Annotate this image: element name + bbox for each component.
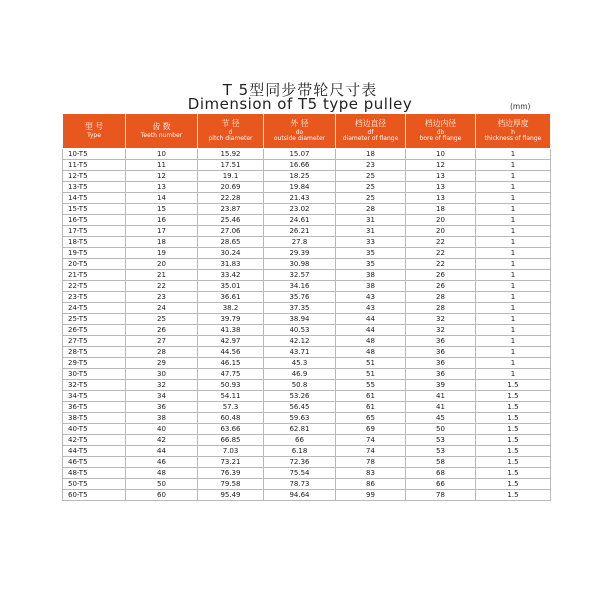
table-cell: 1 <box>476 281 551 292</box>
table-cell: 94.64 <box>264 490 336 501</box>
table-cell: 36 <box>126 402 198 413</box>
table-cell: 23.87 <box>198 204 264 215</box>
table-cell: 21.43 <box>264 193 336 204</box>
column-header-english: pitch diameter <box>208 135 253 143</box>
table-cell: 10 <box>126 149 198 160</box>
table-cell: 1.5 <box>476 402 551 413</box>
table-cell: 13 <box>406 182 476 193</box>
table-cell: 58 <box>406 457 476 468</box>
column-header-symbol: d <box>228 128 233 136</box>
table-row <box>63 149 551 160</box>
table-cell: 30-T5 <box>63 369 126 380</box>
table-cell: 99 <box>336 490 406 501</box>
table-cell: 1 <box>476 237 551 248</box>
table-cell: 36 <box>406 336 476 347</box>
table-cell: 68 <box>406 468 476 479</box>
table-cell: 35 <box>336 248 406 259</box>
table-cell: 14-T5 <box>63 193 126 204</box>
table-row <box>63 336 551 347</box>
table-row <box>63 380 551 391</box>
table-cell: 13-T5 <box>63 182 126 193</box>
table-cell: 65 <box>336 413 406 424</box>
table-cell: 60-T5 <box>63 490 126 501</box>
table-cell: 34-T5 <box>63 391 126 402</box>
table-cell: 1.5 <box>476 468 551 479</box>
table-cell: 1.5 <box>476 457 551 468</box>
table-cell: 27.8 <box>264 237 336 248</box>
table-cell: 22-T5 <box>63 281 126 292</box>
table-cell: 46-T5 <box>63 457 126 468</box>
table-cell: 27 <box>126 336 198 347</box>
column-header-chinese: 齿 数 <box>152 121 171 131</box>
table-cell: 26 <box>406 281 476 292</box>
table-cell: 31 <box>336 215 406 226</box>
table-cell: 18 <box>126 237 198 248</box>
table-cell: 20 <box>126 259 198 270</box>
table-cell: 1.5 <box>476 479 551 490</box>
table-cell: 51 <box>336 358 406 369</box>
table-cell: 1.5 <box>476 413 551 424</box>
table-cell: 40.53 <box>264 325 336 336</box>
table-cell: 23.02 <box>264 204 336 215</box>
table-cell: 38.94 <box>264 314 336 325</box>
table-cell: 28 <box>126 347 198 358</box>
table-row <box>63 270 551 281</box>
table-cell: 1 <box>476 149 551 160</box>
table-cell: 75.54 <box>264 468 336 479</box>
table-cell: 69 <box>336 424 406 435</box>
table-row <box>63 281 551 292</box>
table-cell: 25 <box>336 182 406 193</box>
table-cell: 15 <box>126 204 198 215</box>
table-cell: 1.5 <box>476 446 551 457</box>
table-cell: 36 <box>406 369 476 380</box>
table-cell: 50.8 <box>264 380 336 391</box>
table-cell: 10-T5 <box>63 149 126 160</box>
table-cell: 29 <box>126 358 198 369</box>
table-cell: 17.51 <box>198 160 264 171</box>
table-cell: 1 <box>476 369 551 380</box>
table-cell: 22 <box>406 248 476 259</box>
table-cell: 63.66 <box>198 424 264 435</box>
table-cell: 1.5 <box>476 391 551 402</box>
table-cell: 1 <box>476 259 551 270</box>
table-cell: 57.3 <box>198 402 264 413</box>
column-header-chinese: 档边厚度 <box>497 118 529 128</box>
table-cell: 16.66 <box>264 160 336 171</box>
table-cell: 50 <box>406 424 476 435</box>
table-cell: 20 <box>406 226 476 237</box>
table-cell: 36-T5 <box>63 402 126 413</box>
table-cell: 20.69 <box>198 182 264 193</box>
table-cell: 44 <box>336 314 406 325</box>
table-cell: 83 <box>336 468 406 479</box>
column-header-chinese: 外 径 <box>290 118 309 128</box>
table-cell: 20-T5 <box>63 259 126 270</box>
table-cell: 95.49 <box>198 490 264 501</box>
table-cell: 17-T5 <box>63 226 126 237</box>
table-cell: 41 <box>406 391 476 402</box>
table-cell: 48-T5 <box>63 468 126 479</box>
table-cell: 22 <box>126 281 198 292</box>
column-header-english: outside diameter <box>273 135 326 143</box>
title-chinese: T 5型同步带轮尺寸表 <box>222 81 378 99</box>
table-cell: 45 <box>406 413 476 424</box>
column-header-symbol: db <box>436 128 445 136</box>
table-cell: 41 <box>406 402 476 413</box>
table-cell: 28.65 <box>198 237 264 248</box>
table-cell: 44.56 <box>198 347 264 358</box>
table-cell: 18.25 <box>264 171 336 182</box>
header-row <box>63 114 551 149</box>
table-cell: 1 <box>476 325 551 336</box>
table-cell: 25 <box>336 171 406 182</box>
table-cell: 40 <box>126 424 198 435</box>
column-header <box>264 114 336 149</box>
table-cell: 60 <box>126 490 198 501</box>
table-row <box>63 402 551 413</box>
table-cell: 23 <box>126 292 198 303</box>
table-cell: 1 <box>476 303 551 314</box>
table-cell: 18-T5 <box>63 237 126 248</box>
table-cell: 74 <box>336 446 406 457</box>
table-cell: 50 <box>126 479 198 490</box>
column-header-english: Teeth number <box>140 131 183 139</box>
table-cell: 28 <box>336 204 406 215</box>
table-cell: 74 <box>336 435 406 446</box>
table-body <box>63 149 551 501</box>
column-header-english: Type <box>87 131 101 139</box>
table-row <box>63 347 551 358</box>
table-cell: 1 <box>476 336 551 347</box>
table-header <box>63 114 551 149</box>
column-header-chinese: 型 号 <box>84 121 104 131</box>
column-header <box>63 114 126 149</box>
table-cell: 32-T5 <box>63 380 126 391</box>
column-header-symbol: df <box>367 128 374 136</box>
table-cell: 38-T5 <box>63 413 126 424</box>
title-english: Dimension of T5 type pulley <box>187 95 413 113</box>
table-row <box>63 226 551 237</box>
table-cell: 62.81 <box>264 424 336 435</box>
table-cell: 54.11 <box>198 391 264 402</box>
table-cell: 86 <box>336 479 406 490</box>
table-cell: 18 <box>406 204 476 215</box>
column-header-symbol: h <box>511 128 515 136</box>
table-cell: 1 <box>476 160 551 171</box>
table-row <box>63 468 551 479</box>
table-cell: 6.18 <box>264 446 336 457</box>
table-cell: 34.16 <box>264 281 336 292</box>
table-row <box>63 479 551 490</box>
table-cell: 11-T5 <box>63 160 126 171</box>
table-cell: 42.97 <box>198 336 264 347</box>
table-cell: 19.1 <box>198 171 264 182</box>
table-row <box>63 237 551 248</box>
table-cell: 1 <box>476 314 551 325</box>
table-cell: 60.48 <box>198 413 264 424</box>
table-row <box>63 446 551 457</box>
table-cell: 30.24 <box>198 248 264 259</box>
table-cell: 29-T5 <box>63 358 126 369</box>
table-cell: 38 <box>126 413 198 424</box>
table-row <box>63 182 551 193</box>
table-cell: 43 <box>336 292 406 303</box>
table-cell: 15.07 <box>264 149 336 160</box>
table-cell: 48 <box>336 336 406 347</box>
table-cell: 38.2 <box>198 303 264 314</box>
table-row <box>63 358 551 369</box>
table-cell: 48 <box>126 468 198 479</box>
dimension-table <box>62 113 551 501</box>
table-cell: 37.35 <box>264 303 336 314</box>
table-cell: 18 <box>336 149 406 160</box>
table-cell: 7.03 <box>198 446 264 457</box>
table-row <box>63 391 551 402</box>
table-cell: 19-T5 <box>63 248 126 259</box>
table-cell: 19.84 <box>264 182 336 193</box>
table-cell: 1.5 <box>476 490 551 501</box>
table-cell: 78 <box>336 457 406 468</box>
table-cell: 23-T5 <box>63 292 126 303</box>
table-cell: 32 <box>406 314 476 325</box>
table-row <box>63 292 551 303</box>
table-cell: 15.92 <box>198 149 264 160</box>
table-cell: 12 <box>406 160 476 171</box>
table-cell: 76.39 <box>198 468 264 479</box>
table-cell: 15-T5 <box>63 204 126 215</box>
table-cell: 22 <box>406 259 476 270</box>
table-cell: 78.73 <box>264 479 336 490</box>
table-row <box>63 490 551 501</box>
table-row <box>63 204 551 215</box>
table-cell: 21-T5 <box>63 270 126 281</box>
table-cell: 35 <box>336 259 406 270</box>
table-row <box>63 303 551 314</box>
table-cell: 28 <box>406 303 476 314</box>
column-header-symbol: do <box>295 128 304 136</box>
table-cell: 22.28 <box>198 193 264 204</box>
table-cell: 56.45 <box>264 402 336 413</box>
table-cell: 40-T5 <box>63 424 126 435</box>
column-header-english: thickness of flange <box>484 135 542 143</box>
table-cell: 35.76 <box>264 292 336 303</box>
table-cell: 16 <box>126 215 198 226</box>
table-cell: 19 <box>126 248 198 259</box>
table-cell: 72.36 <box>264 457 336 468</box>
table-cell: 53 <box>406 435 476 446</box>
table-cell: 36 <box>406 358 476 369</box>
table-cell: 26 <box>126 325 198 336</box>
table-row <box>63 171 551 182</box>
table-cell: 53.26 <box>264 391 336 402</box>
table-cell: 55 <box>336 380 406 391</box>
table-cell: 27-T5 <box>63 336 126 347</box>
table-cell: 32 <box>126 380 198 391</box>
table-cell: 26.21 <box>264 226 336 237</box>
table-cell: 51 <box>336 369 406 380</box>
table-cell: 46.15 <box>198 358 264 369</box>
table-row <box>63 424 551 435</box>
table-row <box>63 435 551 446</box>
table-cell: 21 <box>126 270 198 281</box>
column-header <box>198 114 264 149</box>
table-cell: 31 <box>336 226 406 237</box>
table-cell: 33.42 <box>198 270 264 281</box>
table-cell: 34 <box>126 391 198 402</box>
table-cell: 23 <box>336 160 406 171</box>
table-cell: 27.06 <box>198 226 264 237</box>
column-header-chinese: 节 径 <box>221 118 240 128</box>
table-cell: 1.5 <box>476 424 551 435</box>
table-cell: 30 <box>126 369 198 380</box>
table-cell: 35.01 <box>198 281 264 292</box>
table-cell: 66 <box>264 435 336 446</box>
table-cell: 66 <box>406 479 476 490</box>
table-cell: 32.57 <box>264 270 336 281</box>
table-cell: 1 <box>476 171 551 182</box>
table-cell: 53 <box>406 446 476 457</box>
table-cell: 47.75 <box>198 369 264 380</box>
table-cell: 39 <box>406 380 476 391</box>
table-cell: 31.83 <box>198 259 264 270</box>
table-cell: 16-T5 <box>63 215 126 226</box>
table-cell: 25 <box>336 193 406 204</box>
table-row <box>63 215 551 226</box>
table-cell: 1 <box>476 226 551 237</box>
table-cell: 1.5 <box>476 435 551 446</box>
table-row <box>63 457 551 468</box>
table-cell: 25-T5 <box>63 314 126 325</box>
table-cell: 50.93 <box>198 380 264 391</box>
table-cell: 1.5 <box>476 380 551 391</box>
table-cell: 22 <box>406 237 476 248</box>
table-cell: 50-T5 <box>63 479 126 490</box>
table-cell: 13 <box>406 193 476 204</box>
table-cell: 26-T5 <box>63 325 126 336</box>
table-cell: 61 <box>336 391 406 402</box>
table-cell: 13 <box>126 182 198 193</box>
table-cell: 24-T5 <box>63 303 126 314</box>
column-header-english: diameter of flange <box>342 135 399 143</box>
table-cell: 36.61 <box>198 292 264 303</box>
table-row <box>63 369 551 380</box>
table-cell: 61 <box>336 402 406 413</box>
table-cell: 44 <box>336 325 406 336</box>
table-cell: 14 <box>126 193 198 204</box>
table-cell: 20 <box>406 215 476 226</box>
table-row <box>63 160 551 171</box>
table-cell: 26 <box>406 270 476 281</box>
table-cell: 44-T5 <box>63 446 126 457</box>
table-cell: 38 <box>336 270 406 281</box>
table-cell: 24.61 <box>264 215 336 226</box>
table-cell: 1 <box>476 193 551 204</box>
table-cell: 78 <box>406 490 476 501</box>
table-cell: 43.71 <box>264 347 336 358</box>
table-cell: 45.3 <box>264 358 336 369</box>
table-cell: 24 <box>126 303 198 314</box>
table-cell: 1 <box>476 270 551 281</box>
table-row <box>63 259 551 270</box>
column-header <box>336 114 406 149</box>
table-cell: 13 <box>406 171 476 182</box>
table-cell: 1 <box>476 204 551 215</box>
column-header-chinese: 档边直径 <box>354 118 387 128</box>
table-cell: 25.46 <box>198 215 264 226</box>
unit-label: (mm) <box>510 102 531 111</box>
column-header-english: bore of flange <box>419 135 462 143</box>
table-row <box>63 413 551 424</box>
column-header <box>126 114 198 149</box>
table-row <box>63 193 551 204</box>
table-cell: 39.79 <box>198 314 264 325</box>
table-cell: 33 <box>336 237 406 248</box>
table-row <box>63 325 551 336</box>
table-cell: 38 <box>336 281 406 292</box>
table-cell: 59.63 <box>264 413 336 424</box>
table-cell: 46 <box>126 457 198 468</box>
table-cell: 32 <box>406 325 476 336</box>
table-cell: 73.21 <box>198 457 264 468</box>
table-cell: 1 <box>476 215 551 226</box>
table-cell: 48 <box>336 347 406 358</box>
table-cell: 30.98 <box>264 259 336 270</box>
table-cell: 17 <box>126 226 198 237</box>
column-header-chinese: 档边内径 <box>424 118 457 128</box>
table-cell: 29.39 <box>264 248 336 259</box>
table-row <box>63 248 551 259</box>
column-header <box>406 114 476 149</box>
table-cell: 1 <box>476 182 551 193</box>
column-header <box>476 114 551 149</box>
table-cell: 46.9 <box>264 369 336 380</box>
table-cell: 44 <box>126 446 198 457</box>
table-cell: 43 <box>336 303 406 314</box>
table-row <box>63 314 551 325</box>
table-cell: 1 <box>476 358 551 369</box>
table-cell: 10 <box>406 149 476 160</box>
table-cell: 79.58 <box>198 479 264 490</box>
table-cell: 11 <box>126 160 198 171</box>
table-cell: 12-T5 <box>63 171 126 182</box>
table-cell: 1 <box>476 347 551 358</box>
table-cell: 28 <box>406 292 476 303</box>
table-cell: 42 <box>126 435 198 446</box>
table-cell: 25 <box>126 314 198 325</box>
table-cell: 42-T5 <box>63 435 126 446</box>
table-cell: 42.12 <box>264 336 336 347</box>
table-cell: 28-T5 <box>63 347 126 358</box>
table-cell: 66.85 <box>198 435 264 446</box>
table-cell: 12 <box>126 171 198 182</box>
table-cell: 1 <box>476 248 551 259</box>
table-cell: 1 <box>476 292 551 303</box>
table-cell: 36 <box>406 347 476 358</box>
table-cell: 41.38 <box>198 325 264 336</box>
